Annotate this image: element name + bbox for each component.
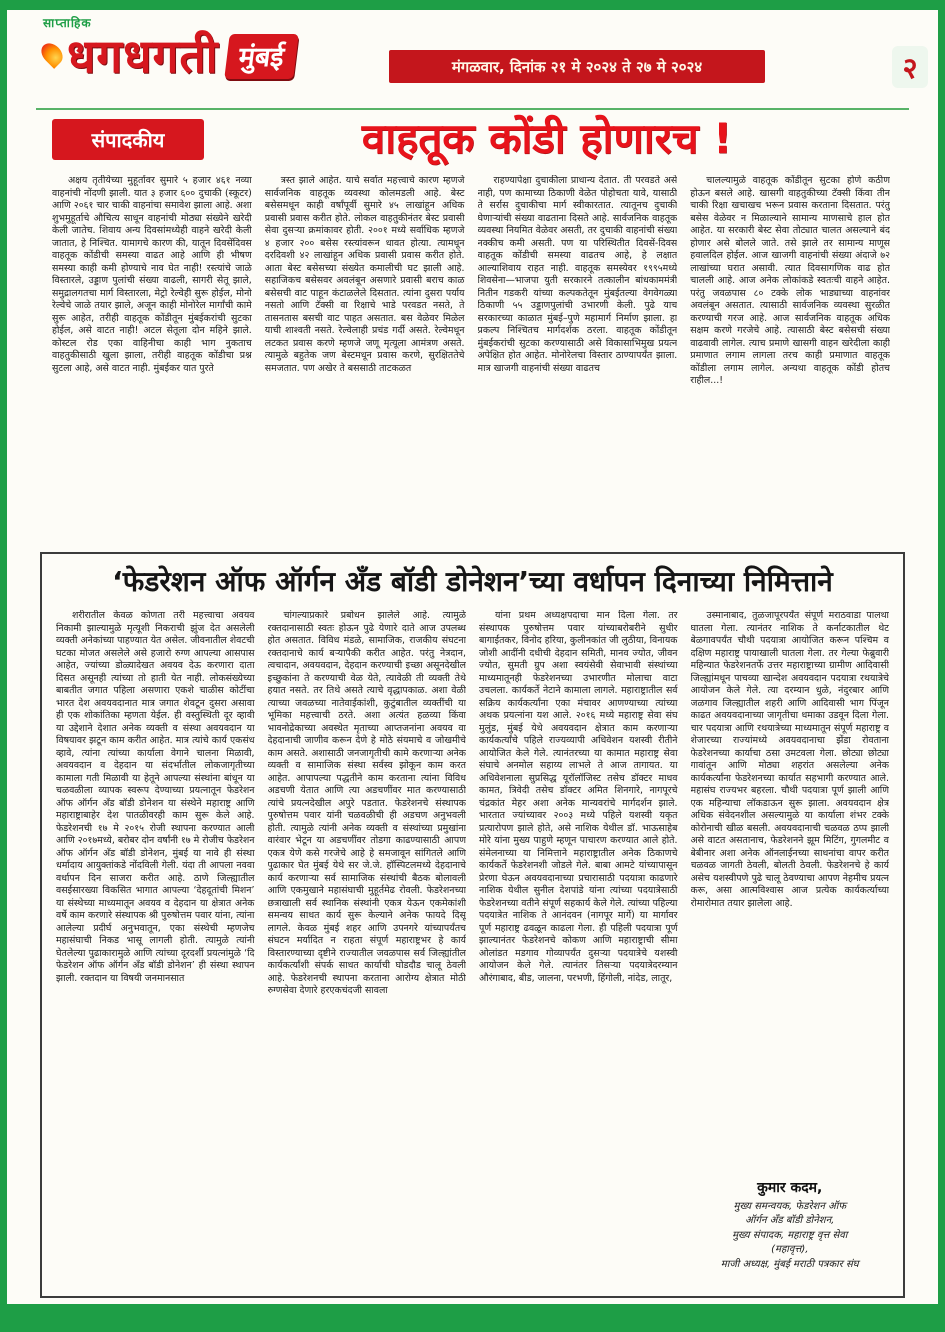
- byline-role-4: (महावृत्त),: [771, 1244, 809, 1256]
- article-column-1: शरीरातील केवळ कोणता तरी महत्त्वाचा अवयव निकामी झाल्यामुळे मृत्यूशी निकराची झुंज देत असलेली व्यक्ती अनेकांच्या पाहण्यात येत असेल. जीवनातील शेवटची घटका मोजत असलेले असे हजारो रुग्ण आपल्या आसपास आहेत, ज्यांच्या डोळ्यादेखत अवयव देऊ करणारा दाता दिसत असूनही त्यांच्या तो हाती येत नाही. लोकसंख्येच्या बाबतीत जगात पहिला असणारा एकशे चाळीस कोटींचा भारत देश अवयवदानात मात्र जगात शेवटून दुसरा असावा ही एक शोकांतिका म्हणता येईल. ही वस्तुस्थिती दूर व्हावी या उद्देशाने देशात अनेक व्यक्ती व संस्था अवयवदान या विषयावर झटून काम करीत आहेत. मात्र त्यांचे कार्य एकसंध व्हावे, त्यांना त्यांच्या कार्याला वेगाने चालना मिळावी, अवयवदान व देहदान या संदर्भातील लोकजागृतीच्या कामाला गती मिळावी या हेतूने आपल्या संस्थांना बांधून या चळवळीला व्यापक स्वरूप देण्याच्या प्रयत्नातून फेडरेशन ऑफ ऑर्गन अँड बॉडी डोनेशन या संस्थेने महाराष्ट्र आणि महाराष्ट्राबाहेर देश पातळीवरही काम सुरू केले आहे. फेडरेशनची १७ मे २०१५ रोजी स्थापना करण्यात आली आणि २०१७मध्ये, बरोबर दोन वर्षांनी १७ मे रोजीच फेडरेशन ऑफ ऑर्गन अँड बॉडी डोनेशन, मुंबई या नावे ही संस्था धर्मादाय आयुक्तांकडे नोंदविली गेली. यंदा ती आपला नववा वर्धापन दिन साजरा करीत आहे. ठाणे जिल्ह्यातील वसईसारख्या विकसित भागात आपल्या ‘देहदूतांची मिशन’ या संस्थेच्या माध्यमातून अवयव व देहदान या क्षेत्रात अनेक वर्षे काम करणारे संस्थापक श्री पुरुषोत्तम पवार यांना, त्यांना आलेल्या प्रदीर्घ अनुभवातून, एका संस्थेची म्हणजेच महासंघाची निकड भासू लागली होती. त्यामुळे त्यांनी घेतलेल्या पुढाकारामुळे आणि त्यांच्या दूरदर्शी प्रयत्नांमुळे ‘दि फेडरेशन ऑफ ऑर्गन अँड बॉडी डोनेशन’ ही संस्था स्थापन झाली. रक्तदान या विषयी जनमानसात: [56, 610, 255, 984]
- editorial-headline: वाहतूक कोंडी होणारच !: [361, 114, 733, 163]
- page-border-top: [0, 0, 945, 10]
- editorial-header-row: [52, 116, 890, 162]
- byline-role-3: मुख्य संपादक, महाराष्ट्र वृत्त सेवा: [732, 1229, 848, 1241]
- article-column-4-text: उस्मानाबाद, तुळजापूरपर्यंत संपूर्ण मराठवाडा पालथा घातला गेला. त्यानंतर नाशिक ते कर्नाटकातील थेट बेळगावपर्यंत चौथी पदयात्रा आयोजित करून पश्चिम व दक्षिण महाराष्ट्र पायाखाली घातला गेला. तर गेल्या फेब्रुवारी महिन्यात फेडरेशनतर्फे उत्तर महाराष्ट्राच्या ग्रामीण आदिवासी जिल्ह्यांमधून पाचव्या खान्देश अवयवदान पदयात्रा रथयात्रेचे आयोजन केले गेले. त्या दरम्यान धुळे, नंदुरबार आणि जळगाव जिल्ह्यातील शहरी आणि आदिवासी भाग पिंजून काढत अवयवदानाच्या जागृतीचा धमाका उडवून दिला गेला. चार पदयात्रा आणि रथयात्रेच्या माध्यमातून संपूर्ण महाराष्ट्र व शेजारच्या राज्यांमध्ये अवयवदानाचा झेंडा रोवताना फेडरेशनच्या कार्याचा ठसा उमटवला गेला. छोट्या छोट्या गावांतून आणि मोठ्या शहरांत असलेल्या अनेक कार्यकर्त्यांना फेडरेशनच्या कार्यात सहभागी करण्यात आले. महासंघ राज्यभर बहरला. चौथी पदयात्रा पूर्ण झाली आणि एक महिन्याचा लॉकडाऊन सुरू झाला. अवयवदान क्षेत्र अधिक संवेदनशील असल्यामुळे या कार्याला शंभर टक्के कोरोनाची खीळ बसली. अवयवदानाची चळवळ ठप्प झाली असे वाटत असतानाच, फेडरेशनने झूम मिटिंग, गुगलमीट व बेबीनार अशा अनेक ऑनलाईनच्या साधनांचा वापर करीत चळवळ जागती ठेवली, बोलती ठेवली. फेडरेशनचे हे कार्य असेच यशस्वीपणे पुढे चालू ठेवण्याचा आपण नेहमीच प्रयत्न करू, असा आत्मविश्वास आज प्रत्येक कार्यकर्त्याच्या रोमारोमात तयार झालेला आहे.: [690, 610, 889, 909]
- byline-role-2: ऑर्गन अँड बॉडी डोनेशन,: [745, 1215, 835, 1227]
- byline-block: [691, 1168, 890, 1275]
- page-number: २: [892, 46, 928, 88]
- editorial-section: [52, 116, 890, 515]
- byline-author-name: कुमार कदम,: [757, 1179, 823, 1196]
- editorial-column-4: चालल्यामुळे वाहतूक कोंडीतून सुटका होणे कठीण होऊन बसले आहे. खासगी वाहतुकीच्या टॅक्सी किंवा तीन चाकी रिक्षा खचाखच भरून प्रवास करताना दिसतात. परंतु बसेस वेळेवर न मिळाल्याने सामान्य माणसाचे हाल होत आहेत. या सरकारी बेस्ट सेवा तोट्यात चालत असल्याने बंद होणार असे बोलले जाते. तसे झाले तर सामान्य माणूस हवालदिल होईल. आज खाजगी वाहनांची संख्या अंदाजे ७२ लाखांच्या घरात असावी. त्यात दिवसागणिक वाढ होत चालली आहे. आज अनेक लोकांकडे स्वतःची वाहने आहेत. परंतु जवळपास ८० टक्के लोक भाड्याच्या वाहनांवर अवलंबून असतात. त्यासाठी सार्वजनिक व्यवस्था सुरळीत करण्याची गरज आहे. आज सार्वजनिक वाहतूक अधिक सक्षम करणे गरजेचे आहे. त्यासाठी बेस्ट बसेसची संख्या वाढवावी लागेल. त्याच प्रमाणे खासगी वाहन खरेदीला काही प्रमाणात लगाम लागला तरच काही प्रमाणात वाहतूक कोंडीला लगाम लागेल. अन्यथा वाहतूक कोंडी होतच राहील...!: [690, 175, 890, 387]
- masthead: [43, 14, 295, 83]
- editorial-columns: [52, 175, 890, 515]
- header-divider: [36, 108, 909, 110]
- editorial-label: संपादकीय: [52, 119, 204, 160]
- date-bar: मंगळवार, दिनांक २१ मे २०२४ ते २७ मे २०२४: [389, 50, 765, 83]
- page-header: [7, 10, 938, 106]
- masthead-logo: [43, 29, 295, 83]
- page-border-bottom: [0, 1304, 945, 1332]
- article-column-2: चांगल्याप्रकारे प्रबोधन झालेले आहे. त्यामुळे रक्तदानासाठी स्वतः होऊन पुढे येणारे दाते आज उपलब्ध होत असतात. विविध मंडळे, सामाजिक, राजकीय संघटना रक्तदानाचे कार्य बऱ्यापैकी करीत आहेत. परंतु नेत्रदान, त्वचादान, अवयवदान, देहदान करण्याची इच्छा असूनदेखील इच्छुकांना ते करण्याची वेळ येते, त्यावेळी ती व्यक्ती तेथे हयात नसते. तर तिथे असते त्याचे वृद्धापकाळ. अशा वेळी त्याच्या जवळच्या नातेवाईकांशी, कुटुंबातील व्यक्तींची या भूमिका महत्त्वाची ठरते. अशा अत्यंत हळव्या किंवा भावनोद्रेकाच्या अवस्थेत मृताच्या आप्तजनांना अवयव वा देहदानाची जाणीव करून देणे हे मोठे संयमाचे व जोखमीचे काम असते. अशासाठी जनजागृतीची कामे करणाऱ्या अनेक व्यक्ती व सामाजिक संस्था सर्वस्व झोकून काम करत आहेत. आपापल्या पद्धतीने काम करताना त्यांना विविध अडचणी येतात आणि त्या अडचणींवर मात करण्यासाठी त्यांचे प्रयत्नदेखील अपुरे पडतात. फेडरेशनचे संस्थापक पुरुषोत्तम पवार यांनी चळवळीची ही अडचण अनुभवली होती. त्यामुळे त्यांनी अनेक व्यक्ती व संस्थांच्या प्रमुखांना वारंवार भेटून या अडचणींवर तोडगा काढण्यासाठी आपण एकत्र येणे कसे गरजेचे आहे हे समजावून सांगितले आणि पुढाकार घेत मुंबई येथे सर जे.जे. हॉस्पिटलमध्ये देहदानाचे कार्य करणाऱ्या सर्व सामाजिक संस्थांची बैठक बोलावली आणि एकमुखाने महासंघाची मुहूर्तमेढ रोवली. फेडरेशनच्या छत्राखाली सर्व स्थानिक संस्थांनी एकत्र येऊन एकमेकांशी समन्वय साधत कार्य सुरू केल्याने अनेक फायदे दिसू लागले. केवळ मुंबई शहर आणि उपनगरे यांच्यापर्यंतच संघटन मर्यादित न राहता संपूर्ण महाराष्ट्रभर हे कार्य विस्तारण्याच्या दृष्टीने राज्यातील जवळपास सर्व जिल्ह्यांतील कार्यकर्त्यांशी संपर्क साधत कार्याची घोडदौड चालू ठेवली आहे. फेडरेशनची स्थापना करताना आरोग्य क्षेत्रात मोठी रुग्णसेवा देणारे हरएकचंदजी सावला: [267, 610, 466, 997]
- weekly-label: साप्ताहिक: [43, 16, 92, 30]
- article-column-4: [691, 610, 890, 1274]
- article-columns: [56, 610, 889, 1274]
- editorial-column-3: राहण्यापेक्षा दुचाकीला प्राधान्य देतात. ती परवडते असे नाही, पण कामाच्या ठिकाणी वेळेत पोहोचता यावे, यासाठी ते सर्रास दुचाकीचा मार्ग स्वीकारतात. त्यातूनच दुचाकी घेणाऱ्यांची संख्या वाढताना दिसते आहे. सार्वजनिक वाहतूक व्यवस्था नियमित वेळेवर असती, तर दुचाकी वाहनांची संख्या नक्कीच कमी असती. पण या परिस्थितीत दिवसें-दिवस वाहतूक कोंडीची समस्या वाढतच आहे, हे लक्षात आल्याशिवाय राहत नाही. वाहतूक समस्येवर १९९५मध्ये शिवसेना—भाजपा युती सरकारने तत्कालीन बांधकाममंत्री नितीन गडकरी यांच्या कल्पकतेतून मुंबईतल्या वेगवेगळ्या ठिकाणी ५५ उड्डाणपुलांची उभारणी केली. पुढे याच सरकारच्या काळात मुंबई–पुणे महामार्ग निर्माण झाला. हा प्रकल्प निश्चितच मार्गदर्शक ठरला. वाहतूक कोंडीतून मुंबईकरांची सुटका करण्यासाठी असे विकासाभिमुख प्रयत्न अपेक्षित होत आहेत. मोनोरेलचा विस्तार ठाण्यापर्यंत झाला. मात्र खाजगी वाहनांची संख्या वाढतच: [477, 175, 678, 374]
- page-border-left: [0, 0, 7, 1332]
- masthead-title: धगधगती: [67, 29, 219, 83]
- feature-article-section: [40, 552, 905, 1298]
- masthead-city-badge: मुंबई: [224, 34, 298, 79]
- byline-role-5: माजी अध्यक्ष, मुंबई मराठी पत्रकार संघ: [720, 1258, 859, 1270]
- article-column-3: यांना प्रथम अध्यक्षपदाचा मान दिला गेला. तर संस्थापक पुरुषोत्तम पवार यांच्याबरोबरीने सुधीर बागाईतकर, विनोद हरिया, कुलीनकांत जी लुठीया, विनायक जोशी आदींनी दधीची देहदान समिती, मानव ज्योत, जीवन ज्योत, सुमती ग्रुप अशा स्वयंसेवी सेवाभावी संस्थांच्या माध्यमातूनही फेडरेशनच्या उभारणीत मोलाचा वाटा उचलला. कार्यकर्ते नेटाने कामाला लागले. महाराष्ट्रातील सर्व सक्रिय कार्यकर्त्यांना एका मंचावर आणण्याच्या त्यांच्या अथक प्रयत्नांना यश आले. २०१६ मध्ये महाराष्ट्र सेवा संघ मुलुंड, मुंबई येथे अवयवदान क्षेत्रात काम करणाऱ्या कार्यकर्त्यांचे पहिले राज्यव्यापी अधिवेशन यशस्वी रीतीने आयोजित केले गेले. त्यानंतरच्या या कामात महाराष्ट्र सेवा संघाचे अनमोल सहाय्य लाभले ते आज तागायत. या अधिवेशनाला सुप्रसिद्ध यूरॉलॉजिस्ट तसेच डॉक्टर माधव कामत, त्रिवेदी तसेच डॉक्टर अमित शिनगारे, नागपूरचे चंद्रकांत मेहर अशा अनेक मान्यवरांचे मार्गदर्शन झाले. भारतात ज्यांच्यावर २००३ मध्ये पहिले यशस्वी यकृत प्रत्यारोपण झाले होते, असे नाशिक येथील डॉ. भाऊसाहेब मोरे यांना मुख्य पाहुणे म्हणून पाचारण करण्यात आले होते. संमेलनाच्या या निमित्ताने महाराष्ट्रातील अनेक ठिकाणचे कार्यकर्ते फेडरेशनशी जोडले गेले. बाबा आमटे यांच्यापासून प्रेरणा घेऊन अवयवदानाच्या प्रचारासाठी पदयात्रा काढणारे नाशिक येथील सुनील देशपांडे यांना त्यांच्या पदयात्रेसाठी फेडरेशनच्या वतीने संपूर्ण सहकार्य केले गेले. त्यांच्या पहिल्या पदयात्रेत नाशिक ते आनंदवन (नागपूर मार्गे) या मार्गावर पूर्ण महाराष्ट्र ढवळून काढला गेला. ही पहिली पदयात्रा पूर्ण झाल्यानंतर फेडरेशनचे कोकण आणि महाराष्ट्राची सीमा ओलांडत मडगाव गोव्यापर्यंत दुसऱ्या पदयात्रेचे यशस्वी आयोजन केले गेले. त्यानंतर तिसऱ्या पदयात्रेदरम्यान औरंगाबाद, बीड, जालना, परभणी, हिंगोली, नांदेड, लातूर,: [479, 610, 678, 984]
- editorial-column-1: अक्षय तृतीयेच्या मुहूर्तावर सुमारे ५ हजार ४६१ नव्या वाहनांची नोंदणी झाली. यात ३ हजार ६०० दुचाकी (स्कूटर) आणि २०६१ चार चाकी वाहनांचा समावेश झाला आहे. अशा शुभमुहूर्ताचे औचित्य साधून वाहनांची मोठ्या संख्येने खरेदी केली जातेच. शिवाय अन्य दिवसांमध्येही वाहने खरेदी केली जातात, हे निश्चित. यामागचे कारण की, यातून दिवसेंदिवस वाहतूक कोंडीची समस्या वाढत आहे आणि ही भीषण समस्या काही कमी होण्याचे नाव घेत नाही! रस्त्यांचे जाळे विस्तारले, उड्डाण पुलांची संख्या वाढली, सागरी सेतू झाले, समुद्रालगतचा मार्ग विस्तारला, मेट्रो रेल्वेही सुरू होईल, मोनो रेल्वेचे जाळे तयार झाले, अजून काही मोनोरेल मार्गांची कामे सुरू आहेत, तरीही वाहतूक कोंडीतून मुंबईकरांची सुटका होईल, असे वाटत नाही! अटल सेतूला दोन महिने झाले. कोस्टल रोड एका वाहिनीचा काही भाग नुकताच वाहतुकीसाठी खुला झाला, तरीही वाहतूक कोंडीचा प्रश्न सुटला आहे, असे वाटत नाही. मुंबईकर यात पुरते: [52, 175, 252, 374]
- byline-role-1: मुख्य समन्वयक, फेडरेशन ऑफ: [733, 1200, 847, 1212]
- flame-icon: [37, 39, 67, 69]
- page-border-right: [938, 0, 945, 1332]
- editorial-column-2: त्रस्त झाले आहेत. याचे सर्वात महत्त्वाचे कारण म्हणजे सार्वजनिक वाहतूक व्यवस्था कोलमडली आहे. बेस्ट बसेसमधून काही वर्षांपूर्वी सुमारे ४५ लाखांहून अधिक प्रवासी प्रवास करीत होते. लोकल वाहतुकीनंतर बेस्ट प्रवासी सेवा दुसऱ्या क्रमांकावर होती. २००१ मध्ये सर्वाधिक म्हणजे ४ हजार २०० बसेस रस्त्यांवरून धावत होत्या. त्यामधून दरदिवशी ४२ लाखांहून अधिक प्रवासी प्रवास करीत होते. आता बेस्ट बसेसच्या संख्येत कमालीची घट झाली आहे. सहाजिकच बसेसवर अवलंबून असणारे प्रवासी बराच काळ बसेसची वाट पाहून कंटाळलेले दिसतात. त्यांना दुसरा पर्याय नसतो आणि टॅक्सी वा रिक्षाचे भाडे परवडत नसते, ते तासनतास बसची वाट पाहत असतात. बस वेळेवर मिळेल याची शाश्वती नसते. रेल्वेलाही प्रचंड गर्दी असते. रेल्वेमधून लटकत प्रवास करणे म्हणजे जणू मृत्यूला आमंत्रण असते. त्यामुळे बहुतेक जण बेस्टमधून प्रवास करणे, सुरक्षिततेचे समजतात. पण अखेर ते बससाठी ताटकळत: [264, 175, 465, 374]
- article-headline: ‘फेडरेशन ऑफ ऑर्गन अँड बॉडी डोनेशन’च्या वर्धापन दिनाच्या निमित्ताने: [112, 565, 833, 598]
